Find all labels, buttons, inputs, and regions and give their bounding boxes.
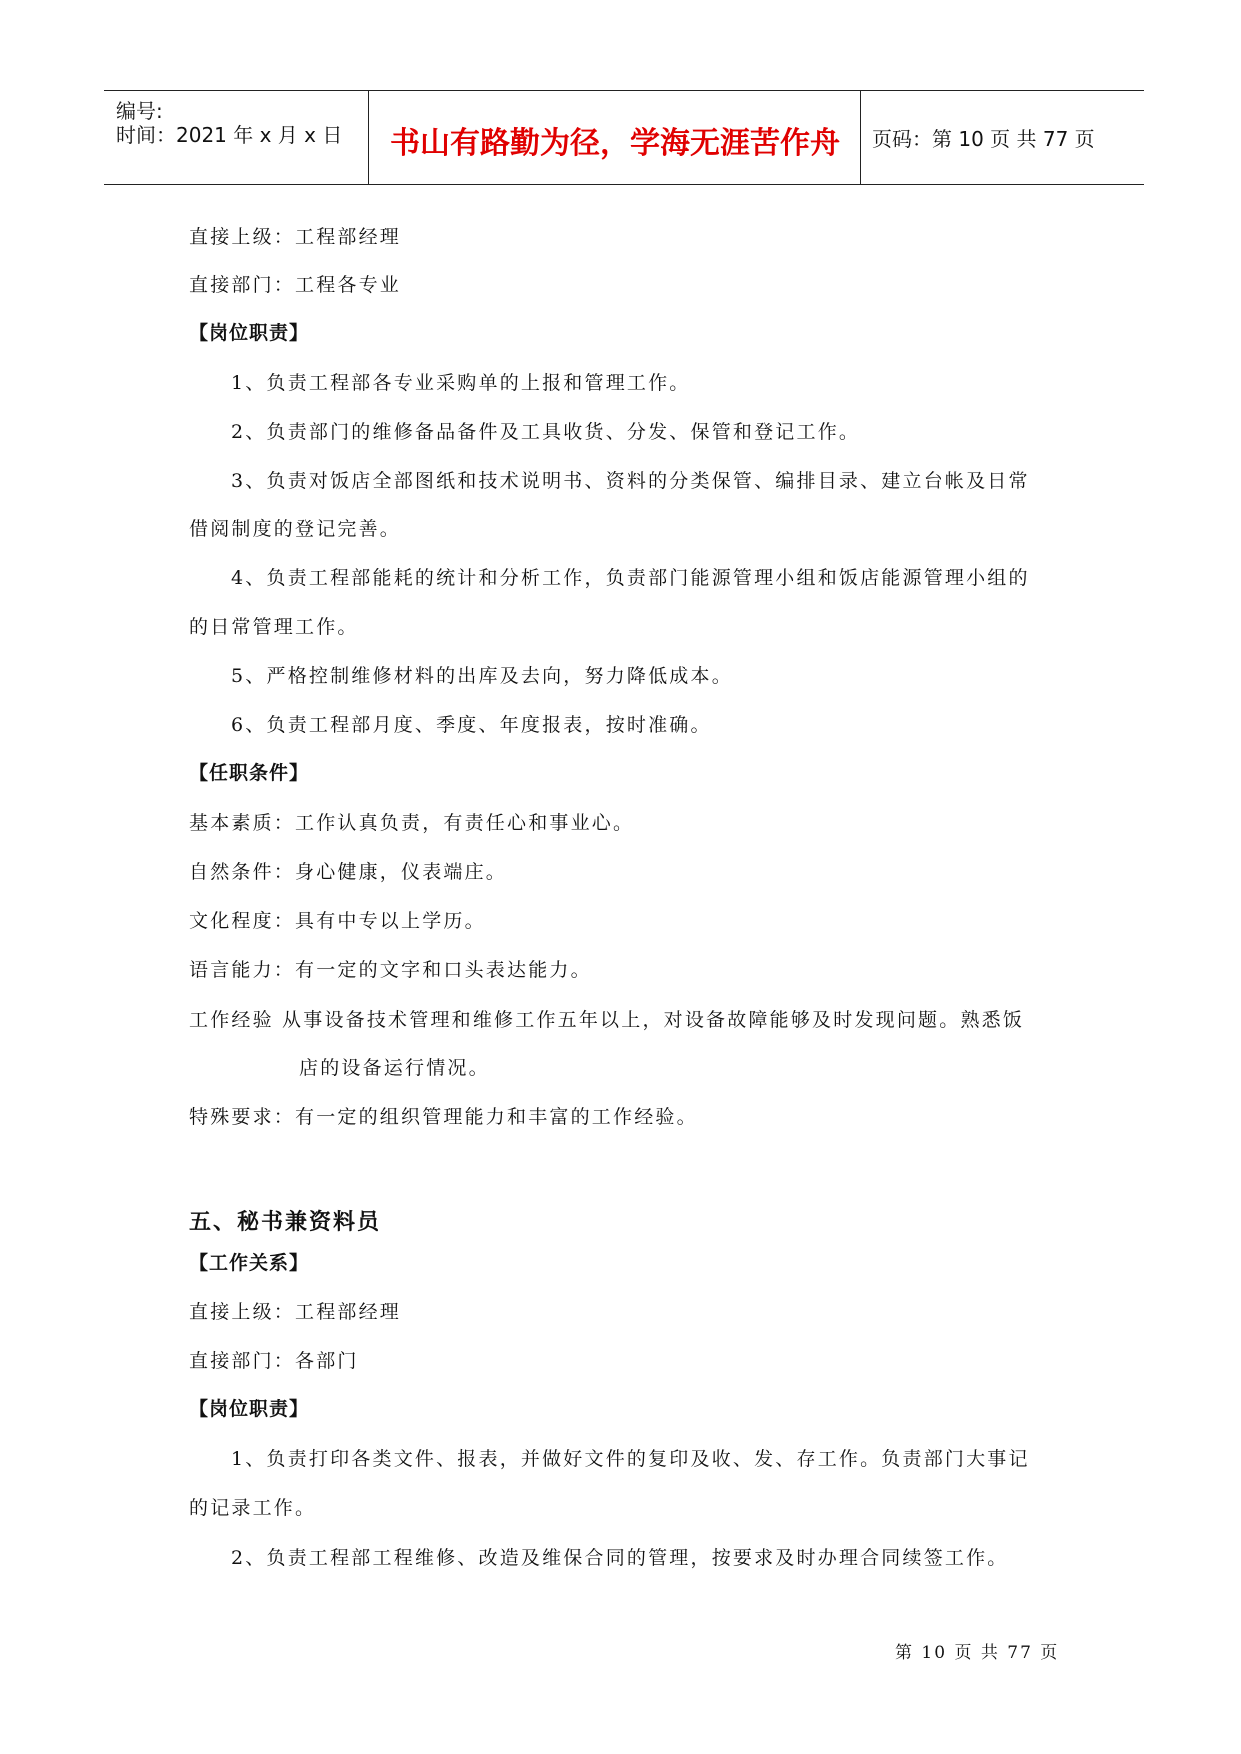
duty-item: 1、负责工程部各专业采购单的上报和管理工作。 [231, 372, 691, 394]
direct-department: 直接部门：工程各专业 [189, 274, 402, 296]
duty-item-continuation: 的记录工作。 [189, 1497, 317, 1519]
qualification-item: 基本素质：工作认真负责，有责任心和事业心。 [189, 812, 635, 834]
section-heading-qualifications: 【任职条件】 [189, 762, 310, 784]
duty-item: 6、负责工程部月度、季度、年度报表，按时准确。 [231, 714, 712, 736]
section-heading-duties: 【岗位职责】 [189, 1398, 310, 1420]
page-header [104, 90, 1144, 185]
qualification-item-continuation: 店的设备运行情况。 [299, 1057, 490, 1079]
header-motto: 书山有路勤为径，学海无涯苦作舟 [390, 126, 840, 161]
doc-time-label: 时间：2021 年 x 月 x 日 [116, 123, 343, 147]
duty-item: 5、严格控制维修材料的出库及去向，努力降低成本。 [231, 665, 733, 687]
header-divider [860, 91, 861, 184]
duty-item: 1、负责打印各类文件、报表，并做好文件的复印及收、发、存工作。负责部门大事记 [231, 1448, 1030, 1470]
section-heading-duties: 【岗位职责】 [189, 322, 310, 344]
qualification-item: 工作经验 从事设备技术管理和维修工作五年以上，对设备故障能够及时发现问题。熟悉饭 [189, 1009, 1025, 1031]
doc-number-label: 编号: [116, 99, 163, 123]
qualification-item: 自然条件：身心健康，仪表端庄。 [189, 861, 508, 883]
duty-item: 3、负责对饭店全部图纸和技术说明书、资料的分类保管、编排目录、建立台帐及日常 [231, 470, 1030, 492]
duty-item: 2、负责部门的维修备品备件及工具收货、分发、保管和登记工作。 [231, 421, 861, 443]
direct-superior: 直接上级：工程部经理 [189, 226, 402, 248]
header-divider [368, 91, 369, 184]
section-title: 五、秘书兼资料员 [189, 1210, 382, 1235]
header-page-number: 页码：第 10 页 共 77 页 [872, 127, 1095, 151]
duty-item-continuation: 借阅制度的登记完善。 [189, 518, 402, 540]
page-footer: 第 10 页 共 77 页 [895, 1643, 1060, 1663]
qualification-item: 语言能力：有一定的文字和口头表达能力。 [189, 959, 592, 981]
section-heading-relations: 【工作关系】 [189, 1252, 310, 1274]
qualification-item: 文化程度：具有中专以上学历。 [189, 910, 486, 932]
duty-item: 4、负责工程部能耗的统计和分析工作，负责部门能源管理小组和饭店能源管理小组的 [231, 567, 1030, 589]
duty-item: 2、负责工程部工程维修、改造及维保合同的管理，按要求及时办理合同续签工作。 [231, 1547, 1009, 1569]
qualification-item: 特殊要求：有一定的组织管理能力和丰富的工作经验。 [189, 1106, 698, 1128]
direct-department: 直接部门：各部门 [189, 1350, 359, 1372]
direct-superior: 直接上级：工程部经理 [189, 1301, 402, 1323]
duty-item-continuation: 的日常管理工作。 [189, 616, 359, 638]
header-meta [116, 91, 366, 184]
